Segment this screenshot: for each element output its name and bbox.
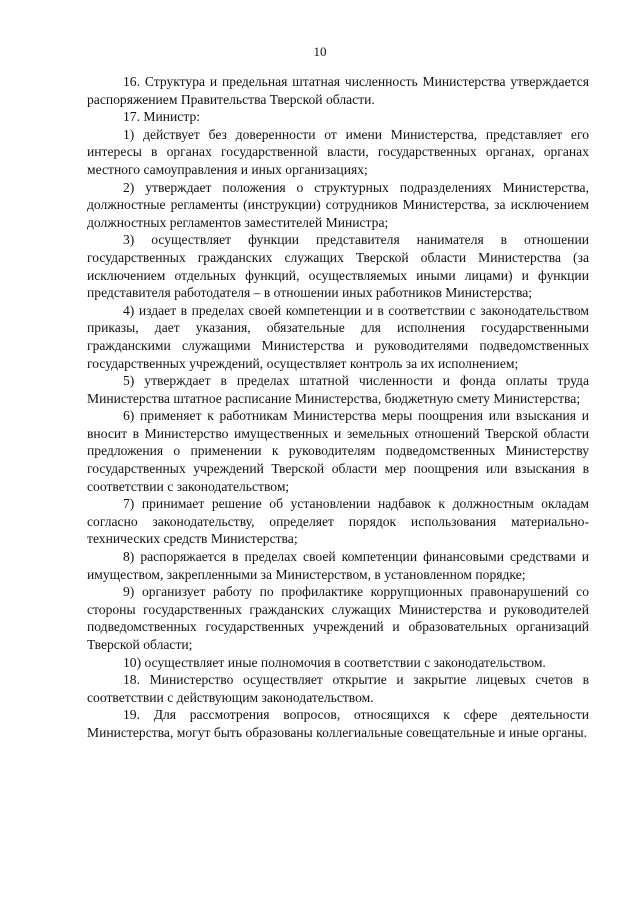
list-item-8: 8) распоряжается в пределах своей компетенции финансовыми средствами и имуществом, закрепленными за Министерством, в установленном порядке; <box>87 549 589 582</box>
list-item-10: 10) осуществляет иные полномочия в соответствии с законодательством. <box>123 654 546 670</box>
document-body <box>87 73 589 742</box>
list-item-5: 5) утверждает в пределах штатной численности и фонда оплаты труда Министерства штатное расписание Министерства, бюджетную смету Министерства; <box>87 373 589 406</box>
list-item-3: 3) осуществляет функции представителя нанимателя в отношении государственных гражданских служащих Тверской области Министерства (за исключением отдельных функций, осуществляемых иными лицами) и функции представителя работодателя – в отношении иных работников Министерства; <box>87 232 589 301</box>
list-item-4: 4) издает в пределах своей компетенции и в соответствии с законодательством приказы, дает указания, обязательные для исполнения государственными гражданскими служащими Министерства и руководителями подведомственных государственных учреждений, осуществляет контроль за их исполнением; <box>87 302 589 371</box>
list-item-9: 9) организует работу по профилактике коррупционных правонарушений со стороны государственных гражданских служащих Министерства и руководителей подведомственных государственных учреждений и образовательных организаций Тверской области; <box>87 584 589 652</box>
paragraph-16: 16. Структура и предельная штатная численность Министерства утверждается распоряжением Правительства Тверской области. <box>87 74 589 107</box>
list-item-7: 7) принимает решение об установлении надбавок к должностным окладам согласно законодательству, определяет порядок использования материально-технических средств Министерства; <box>87 496 589 547</box>
page-number: 10 <box>313 44 327 59</box>
list-item-2: 2) утверждает положения о структурных подразделениях Министерства, должностные регламенты (инструкции) сотрудников Министерства, за исключением должностных регламентов заместителей Министра; <box>87 179 589 230</box>
paragraph-18: 18. Министерство осуществляет открытие и закрытие лицевых счетов в соответствии с действующим законодательством. <box>87 672 589 705</box>
paragraph-19: 19. Для рассмотрения вопросов, относящихся к сфере деятельности Министерства, могут быть образованы коллегиальные совещательные и иные органы. <box>87 707 589 740</box>
paragraph-17: 17. Министр: <box>123 109 201 125</box>
list-item-6: 6) применяет к работникам Министерства меры поощрения или взыскания и вносит в Министерство имущественных и земельных отношений Тверской области предложения о применении к руководителям подведомственных Министерству государственных учреждений Тверской области мер поощрения или взыскания в соответствии с законодательством; <box>87 408 589 494</box>
list-item-1: 1) действует без доверенности от имени Министерства, представляет его интересы в органах государственной власти, государственных органах, органах местного самоуправления и иных организациях; <box>87 126 589 177</box>
